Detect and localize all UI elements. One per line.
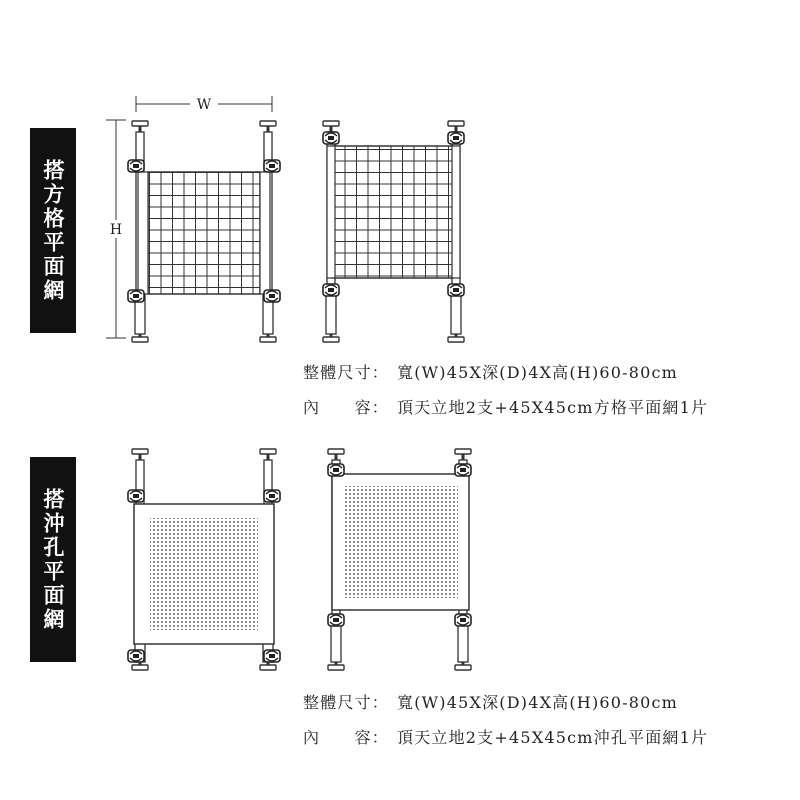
spec-contents-label: 內 容： bbox=[303, 728, 390, 747]
spec-contents-value: 頂天立地2支+45X45cm方格平面網1片 bbox=[397, 398, 709, 417]
perforated-side-view bbox=[328, 449, 471, 670]
grid-side-view bbox=[323, 121, 464, 342]
spec-dimensions-value: 寬(W)45X深(D)4X高(H)60-80cm bbox=[397, 693, 679, 712]
spec-contents-value: 頂天立地2支+45X45cm沖孔平面網1片 bbox=[397, 728, 709, 747]
spec-dimensions-value: 寬(W)45X深(D)4X高(H)60-80cm bbox=[397, 363, 679, 382]
spec-dimensions-label: 整體尺寸： bbox=[303, 693, 390, 712]
grid-front-view bbox=[106, 96, 280, 342]
dim-height-label: H bbox=[109, 222, 123, 238]
spec-dimensions-grid bbox=[303, 360, 678, 383]
spec-contents-perforated bbox=[303, 725, 708, 748]
section-tag-perforated-label: 搭沖孔平面網 bbox=[41, 487, 66, 632]
section-tag-grid-label: 搭方格平面網 bbox=[41, 158, 66, 303]
dim-width-label: W bbox=[196, 97, 212, 113]
spec-dimensions-label: 整體尺寸： bbox=[303, 363, 390, 382]
spec-contents-grid bbox=[303, 395, 708, 418]
perforated-front-view bbox=[128, 449, 280, 670]
spec-contents-label: 內 容： bbox=[303, 398, 390, 417]
spec-dimensions-perforated bbox=[303, 690, 678, 713]
